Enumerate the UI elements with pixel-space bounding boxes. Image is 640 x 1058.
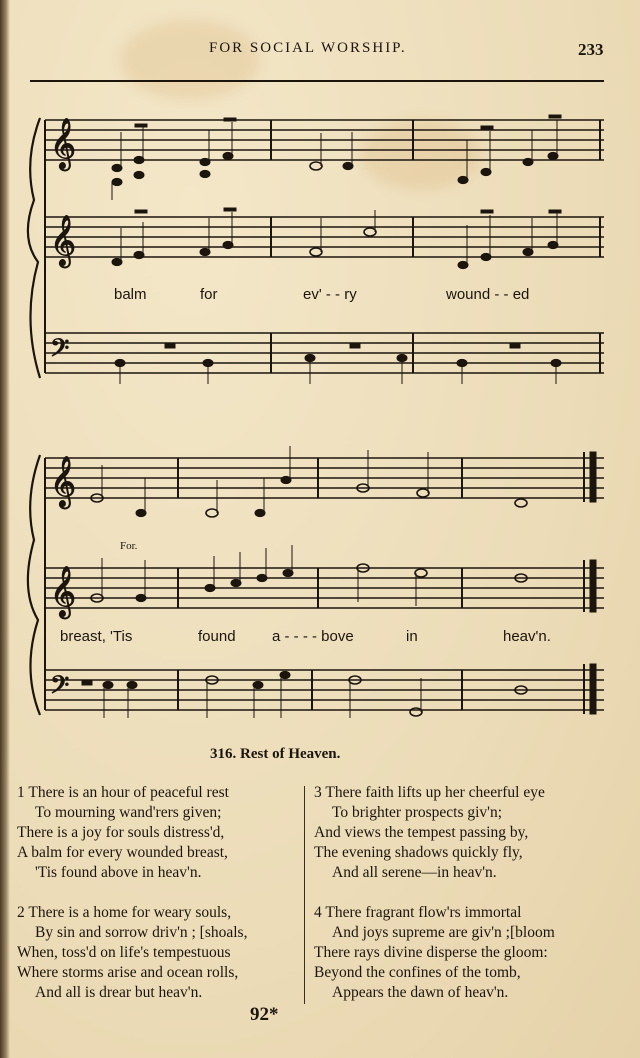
verse-line: A balm for every wounded breast,	[17, 844, 228, 861]
verse-line: Appears the dawn of heav'n.	[332, 984, 509, 1001]
lyric-word: balm	[114, 286, 147, 303]
verse-line: Where storms arise and ocean rolls,	[17, 964, 239, 981]
hymn-name: Rest of Heaven.	[240, 746, 341, 762]
staff-6-notes	[82, 671, 527, 718]
verse-line: There rays divine disperse the gloom:	[314, 944, 548, 961]
stanza-3	[314, 783, 545, 883]
system-2-barlines	[45, 458, 462, 710]
voice-mark: For.	[120, 540, 138, 552]
system-1-brace	[28, 118, 40, 378]
stanza-number: 1	[17, 784, 25, 801]
verse-line: There is a home for weary souls,	[28, 904, 232, 921]
verse-line: To mourning wand'rers given;	[35, 804, 222, 821]
signature-mark: 92*	[250, 1004, 279, 1025]
verse-line: And all is drear but heav'n.	[35, 984, 203, 1001]
lyric-word: found	[198, 628, 236, 645]
stanza-number: 4	[314, 904, 322, 921]
bass-clef-icon: 𝄢	[50, 671, 70, 706]
verse-line: And all serene—in heav'n.	[332, 864, 497, 881]
stanza-1	[17, 783, 229, 883]
hymn-number: 316.	[210, 746, 237, 762]
bass-clef-icon: 𝄢	[50, 334, 70, 369]
staff-4-treble	[45, 458, 604, 498]
verse-line: And joys supreme are giv'n ;[bloom	[332, 924, 555, 941]
staff-3-bass	[45, 333, 604, 373]
lyric-word: ev' - - ry	[303, 286, 357, 303]
verse-line: And views the tempest passing by,	[314, 824, 529, 841]
lyric-word: for	[200, 286, 218, 303]
verse-line: By sin and sorrow driv'n ; [shoals,	[35, 924, 248, 941]
verse-line: 'Tis found above in heav'n.	[35, 864, 202, 881]
column-divider	[304, 786, 305, 1004]
verse-line: There faith lifts up her cheerful eye	[325, 784, 545, 801]
lyric-word: breast, 'Tis	[60, 628, 133, 645]
lyric-word: in	[406, 628, 418, 645]
verse-line: To brighter prospects giv'n;	[332, 804, 503, 821]
page-number: 233	[578, 40, 604, 59]
lyric-word: wound - - ed	[446, 286, 530, 303]
verse-line: Beyond the confines of the tomb,	[314, 964, 521, 981]
treble-clef-icon: 𝄞	[50, 215, 77, 266]
stanza-4	[314, 903, 555, 1003]
treble-clef-icon: 𝄞	[50, 118, 77, 169]
hymn-title	[210, 746, 340, 763]
verse-line: There is a joy for souls distress'd,	[17, 824, 225, 841]
stanza-2	[17, 903, 247, 1003]
stanza-number: 2	[17, 904, 25, 921]
final-barlines	[584, 452, 596, 714]
verse-line: There is an hour of peaceful rest	[28, 784, 229, 801]
treble-clef-icon: 𝄞	[50, 566, 77, 617]
treble-clef-icon: 𝄞	[50, 456, 77, 507]
running-head: FOR SOCIAL WORSHIP.	[209, 40, 407, 56]
system-2-brace	[28, 455, 40, 715]
lyric-word: a - - - - bove	[272, 628, 354, 645]
staff-1-notes	[112, 115, 561, 200]
verse-line: The evening shadows quickly fly,	[314, 844, 523, 861]
lyric-word: heav'n.	[503, 628, 551, 645]
verse-line: There fragrant flow'rs immortal	[325, 904, 522, 921]
staff-6-bass	[45, 670, 604, 710]
staff-1-treble	[45, 120, 604, 160]
stanza-number: 3	[314, 784, 322, 801]
verse-line: When, toss'd on life's tempestuous	[17, 944, 231, 961]
staff-2-treble	[45, 217, 604, 257]
